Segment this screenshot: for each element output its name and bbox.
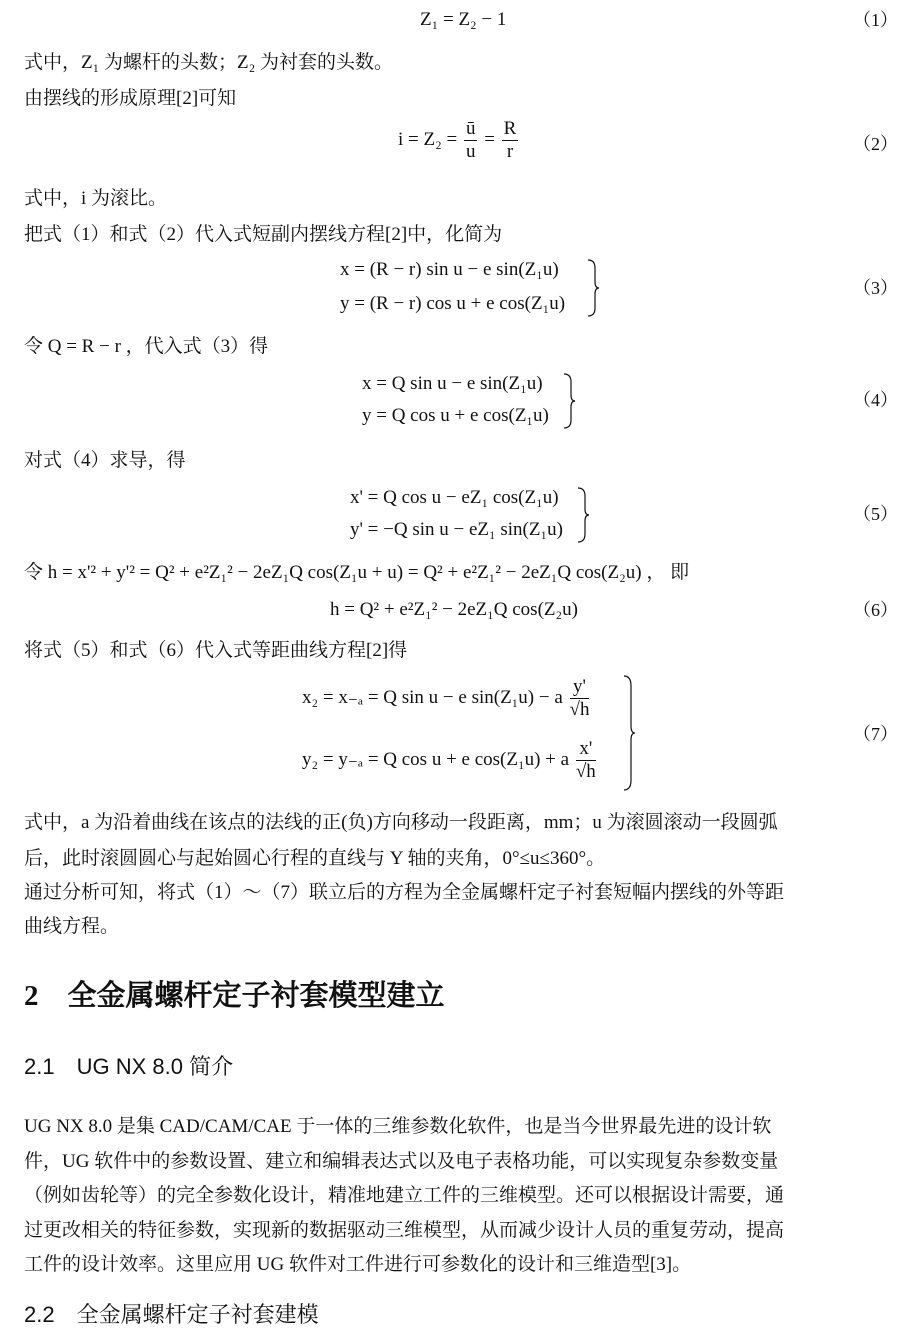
- equation-4-line-1: x = Q sin u − e sin(Z₁u): [362, 373, 543, 394]
- text-a-definition-2: 后，此时滚圆圆心与起始圆心行程的直线与 Y 轴的夹角，0°≤u≤360°。: [24, 848, 606, 869]
- equation-2-equals: =: [484, 128, 495, 150]
- text-let-q: 令 Q = R − r ，代入式（3）得: [24, 336, 269, 357]
- equation-1: [420, 8, 506, 32]
- equation-6-number: （6）: [853, 600, 898, 620]
- equation-7-line-1-lhs: x₂ = x₋ₐ = Q sin u − e sin(Z₁u) − a: [302, 686, 563, 708]
- equation-3-number: （3）: [853, 278, 898, 298]
- equation-5-line-2: y' = −Q sin u − eZ₁ sin(Z₁u): [350, 519, 563, 540]
- equation-2-fraction-2: [502, 118, 519, 163]
- equation-1-number: （1）: [853, 10, 898, 30]
- equation-4-line-2: y = Q cos u + e cos(Z₁u): [362, 405, 549, 426]
- equation-7-line-2-lhs: y₂ = y₋ₐ = Q cos u + e cos(Z₁u) + a: [302, 748, 570, 770]
- equation-2-fraction-1: [464, 118, 478, 163]
- text-substitute-2: 将式（5）和式（6）代入式等距曲线方程[2]得: [24, 640, 408, 661]
- equation-3-line-2: y = (R − r) cos u + e cos(Z₁u): [340, 293, 566, 314]
- equation-7-line-2: [302, 738, 598, 783]
- equation-1-body: Z₁ = Z₂ − 1: [420, 9, 507, 30]
- equation-7-line-1: [302, 676, 591, 721]
- text-substitute-1: 把式（1）和式（2）代入式短副内摆线方程[2]中，化简为: [24, 224, 503, 245]
- equation-5-number: （5）: [853, 504, 898, 524]
- paragraph-line: （例如齿轮等）的完全参数化设计，精准地建立工件的三维模型。还可以根据设计需要，通: [24, 1185, 785, 1206]
- paragraph-ug-intro: [24, 1110, 892, 1283]
- equation-6: h = Q² + e²Z₁² − 2eZ₁Q cos(Z₂u): [330, 599, 578, 620]
- equation-2-lhs: i = Z₂ =: [398, 128, 458, 150]
- text-derivative: 对式（4）求导，得: [24, 450, 186, 471]
- fraction-numerator: ū: [465, 118, 476, 139]
- equation-7-number: （7）: [853, 724, 898, 744]
- equation-5-line-1: x' = Q cos u − eZ₁ cos(Z₁u): [350, 487, 559, 508]
- equation-4-number: （4）: [853, 390, 898, 410]
- text-z-definition: 式中，Z₁ 为螺杆的头数；Z₂ 为衬套的头数。: [24, 52, 393, 73]
- text-a-definition-1: 式中，a 为沿着曲线在该点的法线的正(负)方向移动一段距离，mm；u 为滚圆滚动一段圆弧: [24, 812, 778, 833]
- equation-5-brace: [576, 486, 590, 544]
- equation-2: [398, 118, 520, 163]
- fraction-denominator: u: [465, 141, 476, 162]
- sqrt-radicand: h: [579, 699, 590, 720]
- paragraph-line: 件，UG 软件中的参数设置、建立和编辑表达式以及电子表格功能，可以实现复杂参数变量: [24, 1150, 779, 1172]
- fraction-denominator: r: [506, 141, 514, 162]
- text-rolling-ratio: 式中，i 为滚比。: [24, 188, 168, 209]
- equation-3-line-1: x = (R − r) sin u − e sin(Z₁u): [340, 259, 559, 280]
- fraction-numerator: R: [503, 118, 517, 139]
- fraction-numerator: y': [570, 676, 590, 699]
- text-conclusion-2: 曲线方程。: [24, 916, 120, 937]
- fraction-denominator: √h: [575, 761, 596, 782]
- text-cycloid-principle: 由摆线的形成原理[2]可知: [24, 88, 237, 109]
- equation-7-fraction-1: [570, 676, 590, 721]
- equation-3-brace: [586, 258, 600, 318]
- text-let-h: 令 h = x'² + y'² = Q² + e²Z₁² − 2eZ₁Q cos(Z₁u + u) = Q² + e²Z₁² − 2eZ₁Q cos(Z₂u) ， 即: [24, 562, 690, 583]
- equation-2-number: （2）: [853, 134, 898, 154]
- section-heading-2: 2 全金属螺杆定子衬套模型建立: [24, 980, 445, 1012]
- section-heading-2-1: 2.1 UG NX 8.0 简介: [24, 1054, 234, 1079]
- equation-4-brace: [562, 372, 576, 430]
- sqrt-radicand: h: [586, 761, 596, 782]
- equation-7-fraction-2: [576, 738, 596, 783]
- paragraph-line: 工件的设计效率。这里应用 UG 软件对工件进行可参数化的设计和三维造型[3]。: [24, 1254, 692, 1275]
- paragraph-line: UG NX 8.0 是集 CAD/CAM/CAE 于一体的三维参数化软件，也是当今世界最先进的设计软: [24, 1116, 772, 1137]
- section-heading-2-2: 2.2 全金属螺杆定子衬套建模: [24, 1302, 319, 1327]
- fraction-denominator: √h: [569, 699, 590, 720]
- paragraph-line: 过更改相关的特征参数，实现新的数据驱动三维模型，从而减少设计人员的重复劳动，提高: [24, 1219, 785, 1241]
- fraction-numerator: x': [576, 738, 596, 761]
- equation-7-brace: [622, 674, 636, 792]
- text-conclusion-1: 通过分析可知，将式（1）～（7）联立后的方程为全金属螺杆定子衬套短幅内摆线的外等距: [24, 882, 785, 903]
